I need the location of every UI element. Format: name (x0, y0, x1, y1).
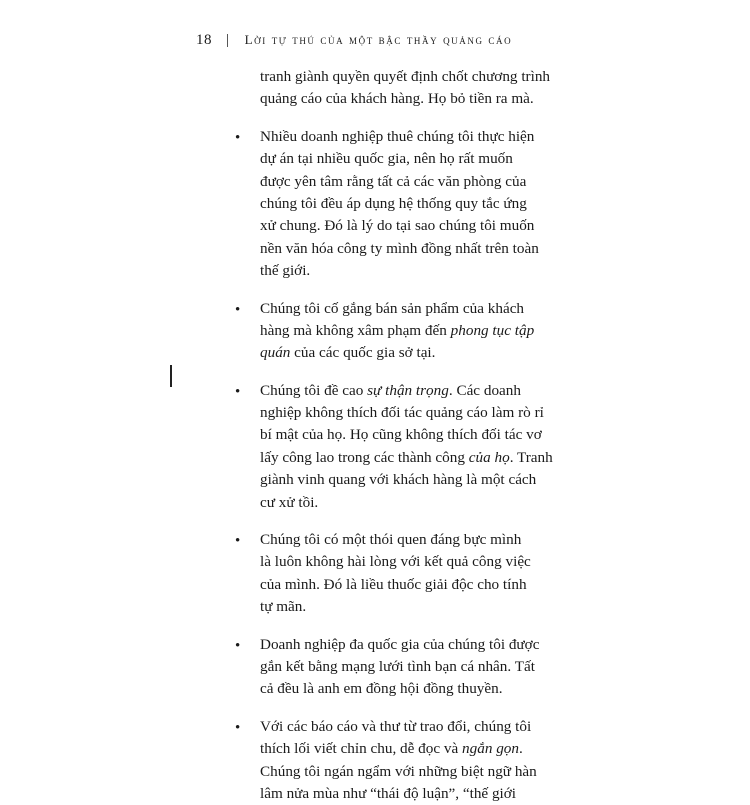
text-line (230, 148, 560, 170)
text-line (230, 238, 560, 260)
text-line (230, 656, 560, 678)
body-text (230, 66, 560, 805)
text-segment: của các quốc gia sở tại. (290, 344, 436, 362)
text-segment: Doanh nghiệp đa quốc gia của chúng tôi được (260, 635, 540, 653)
text-line (230, 126, 560, 148)
text-segment: chúng tôi đều áp dụng hệ thống quy tắc ứng (260, 194, 527, 212)
text-segment: . Các doanh (448, 381, 521, 399)
text-segment: Với các báo cáo và thư từ trao đổi, chúng tôi (260, 717, 532, 735)
bullet-icon: • (235, 129, 241, 146)
text-line (230, 380, 560, 402)
text-segment: cư xử tồi. (260, 493, 319, 511)
text-segment: được yên tâm rằng tất cả các văn phòng của (260, 172, 527, 190)
bullet-item (230, 126, 560, 283)
text-segment: cả đều là anh em đồng hội đồng thuyền. (260, 680, 503, 698)
text-line (230, 492, 560, 514)
running-header (196, 32, 512, 49)
italic-text: ngắn gọn (462, 740, 519, 758)
text-line (230, 529, 560, 551)
margin-mark (170, 365, 172, 387)
text-segment: thế giới. (260, 262, 311, 280)
running-title: Lời tự thú của một bậc thầy quảng cáo (244, 32, 513, 47)
text-line (230, 342, 560, 364)
text-segment: nền văn hóa công ty mình đồng nhất trên toàn (260, 239, 539, 257)
text-line (230, 402, 560, 424)
italic-text: sự thận trọng (367, 381, 449, 399)
text-line (230, 469, 560, 491)
bullet-item (230, 716, 560, 805)
text-line (230, 215, 560, 237)
text-line (230, 634, 560, 656)
header-separator: | (226, 32, 231, 48)
text-line (230, 260, 560, 282)
bullet-item (230, 380, 560, 514)
text-segment: dự án tại nhiều quốc gia, nên họ rất muốn (260, 150, 513, 168)
text-line (230, 424, 560, 446)
text-segment: nghiệp không thích đối tác quảng cáo làm rò rỉ (260, 404, 544, 422)
text-segment: Chúng tôi có một thói quen đáng bực mình (260, 531, 522, 549)
text-line (230, 66, 560, 88)
continuation-paragraph (230, 66, 560, 111)
bullet-item (230, 634, 560, 701)
text-segment: Chúng tôi cố gắng bán sản phẩm của khách (260, 299, 525, 317)
text-line (230, 171, 560, 193)
text-segment: Chúng tôi ngán ngẩm với những biệt ngữ hàn (260, 762, 537, 780)
text-segment: hàng mà không xâm phạm đến (260, 321, 451, 339)
text-segment: bí mật của họ. Họ cũng không thích đối tác vơ (260, 426, 542, 444)
text-segment: thích lối viết chỉn chu, dễ đọc và (260, 740, 463, 758)
bullet-item (230, 298, 560, 365)
italic-text: phong tục tập (450, 321, 535, 339)
text-line (230, 320, 560, 342)
bullet-icon: • (235, 383, 241, 400)
text-line (230, 447, 560, 469)
text-segment: xử chung. Đó là lý do tại sao chúng tôi muốn (260, 217, 535, 235)
text-line (230, 551, 560, 573)
text-segment: Chúng tôi đề cao (260, 381, 368, 399)
text-segment: tranh giành quyền quyết định chốt chương trình (260, 68, 551, 85)
italic-text: của họ (468, 448, 510, 466)
text-segment: giành vinh quang với khách hàng là một cách (260, 471, 537, 489)
bullet-item (230, 529, 560, 619)
bullet-icon: • (235, 719, 241, 736)
text-line (230, 596, 560, 618)
text-segment: của mình. Đó là liều thuốc giải độc cho tính (260, 575, 527, 593)
text-segment: . (518, 740, 523, 758)
text-line (230, 783, 560, 805)
text-segment: gắn kết bằng mạng lưới tình bạn cá nhân. Tất (260, 657, 535, 675)
text-segment: tự mãn. (260, 598, 307, 616)
text-segment: lấy công lao trong các thành công (260, 448, 469, 466)
bullet-icon: • (235, 533, 241, 550)
bullet-list (230, 126, 560, 805)
bullet-icon: • (235, 637, 241, 654)
italic-text: quán (260, 344, 291, 362)
text-segment: . Tranh (509, 448, 553, 466)
bullet-icon: • (235, 301, 241, 318)
text-line (230, 716, 560, 738)
text-line (230, 88, 560, 110)
text-line (230, 761, 560, 783)
text-line (230, 298, 560, 320)
text-segment: lâm nửa mùa như “thái độ luận”, “thế giới (260, 784, 517, 802)
text-segment: Nhiều doanh nghiệp thuê chúng tôi thực hiện (260, 127, 535, 145)
page-number: 18 (196, 32, 212, 48)
text-segment: là luôn không hài lòng với kết quả công việc (260, 553, 531, 571)
text-line (230, 193, 560, 215)
text-segment: quảng cáo của khách hàng. Họ bỏ tiền ra mà. (260, 90, 534, 108)
text-line (230, 738, 560, 760)
text-line (230, 574, 560, 596)
text-line (230, 678, 560, 700)
